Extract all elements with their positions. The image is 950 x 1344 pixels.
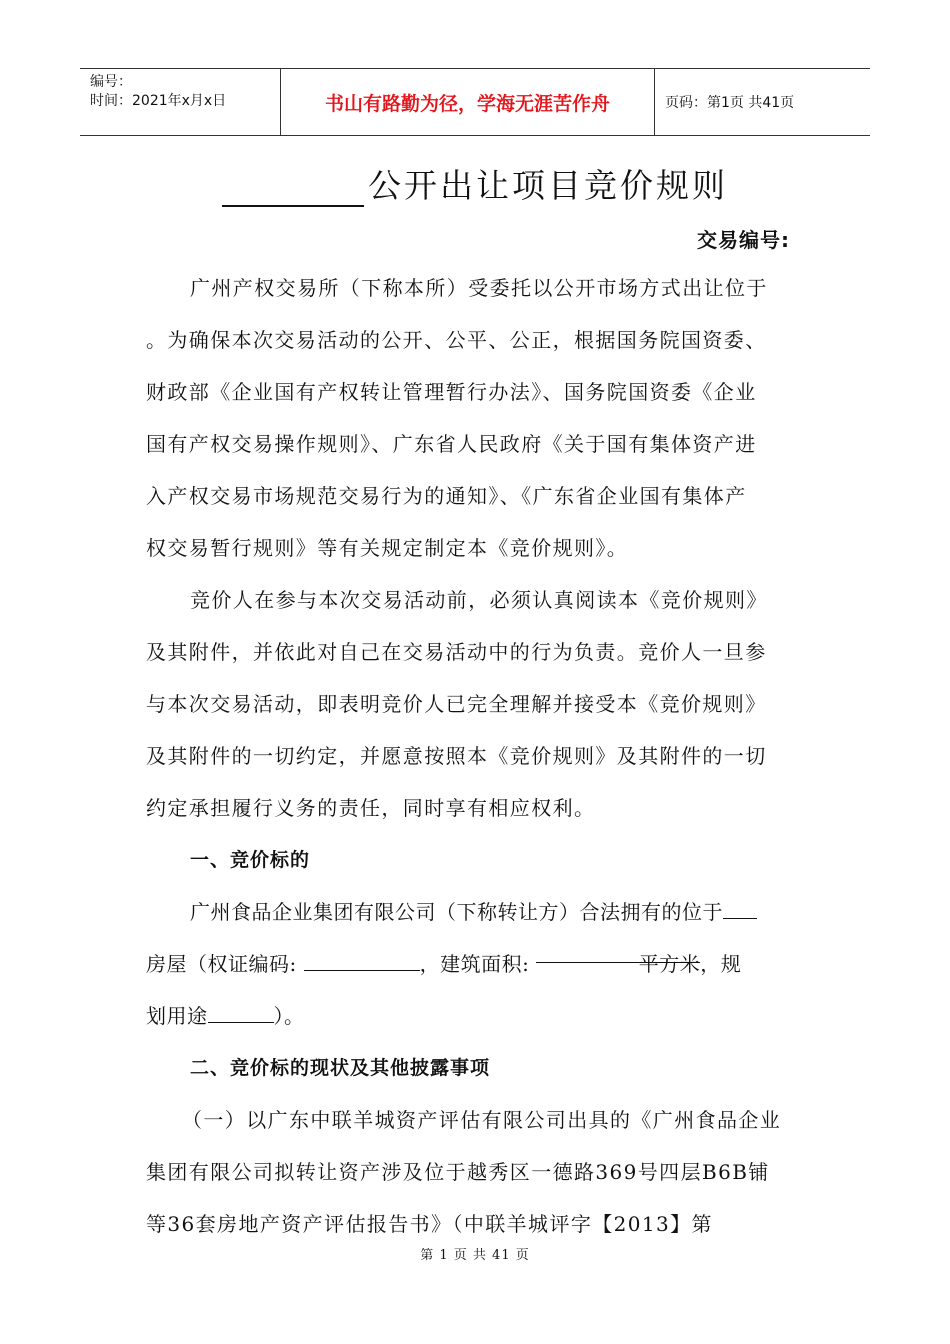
paragraph-line (146, 990, 812, 1042)
area-label: ，建筑面积: (419, 952, 537, 976)
paragraph-line: 及其附件的一切约定，并愿意按照本《竞价规则》及其附件的一切 (146, 744, 767, 768)
paragraph-line: 财政部《企业国有产权转让管理暂行办法》、国务院国资委《企业 (146, 380, 757, 404)
use-label: 划用途 (146, 1004, 208, 1028)
paragraph-line: 权交易暂行规则》等有关规定制定本《竞价规则》。 (146, 536, 629, 560)
paragraph-line (146, 938, 812, 990)
title-blank (222, 171, 364, 207)
paragraph-line: 国有产权交易操作规则》、广东省人民政府《关于国有集体资产进 (146, 432, 757, 456)
area-blank (536, 938, 701, 976)
paragraph-line: 集团有限公司拟转让资产涉及位于越秀区一德路369号四层B6B铺 (146, 1160, 770, 1184)
header-page-info: 页码：第1页 共41页 (665, 95, 795, 111)
page-title (0, 160, 950, 207)
paragraph-line: 广州产权交易所（下称本所）受委托以公开市场方式出让位于 (190, 276, 768, 300)
certificate-label: 房屋（权证编码: (146, 952, 304, 976)
paragraph-line: 竞价人在参与本次交易活动前，必须认真阅读本《竞价规则》 (190, 588, 768, 612)
use-suffix: ）。 (273, 1004, 305, 1028)
planning-prefix: ，规 (700, 952, 742, 976)
subject-text: 广州食品企业集团有限公司（下称转让方）合法拥有的位于 (190, 900, 723, 924)
page-footer: 第 1 页 共 41 页 (420, 1248, 530, 1263)
number-label: 编号： (90, 74, 132, 90)
paragraph-line: 。为确保本次交易活动的公开、公平、公正，根据国务院国资委、 (146, 328, 767, 352)
paragraph-line: 约定承担履行义务的责任，同时享有相应权利。 (146, 796, 596, 820)
area-unit: 平方米 (638, 952, 701, 976)
trade-number-label: 交易编号: (697, 228, 790, 252)
section-heading: 二、竞价标的现状及其他披露事项 (190, 1057, 491, 1079)
paragraph-line (146, 886, 812, 938)
document-body (146, 262, 812, 1250)
title-text: 公开出让项目竞价规则 (368, 166, 728, 205)
certificate-blank (304, 946, 420, 971)
header-motto: 书山有路勤为径，学海无涯苦作舟 (281, 69, 655, 135)
time-label: 时间：2021年x月x日 (90, 93, 227, 109)
document-header (80, 68, 870, 136)
paragraph-line: 与本次交易活动，即表明竞价人已完全理解并接受本《竞价规则》 (146, 692, 767, 716)
paragraph-line: 入产权交易市场规范交易行为的通知》、《广东省企业国有集体产 (146, 484, 747, 508)
paragraph-line: （一）以广东中联羊城资产评估有限公司出具的《广州食品企业 (182, 1108, 782, 1132)
paragraph-line: 等36套房地产资产评估报告书》（中联羊城评字【2013】第 (146, 1212, 713, 1236)
paragraph-line: 及其附件，并依此对自己在交易活动中的行为负责。竞价人一旦参 (146, 640, 767, 664)
header-meta (80, 69, 281, 135)
location-blank (723, 894, 757, 919)
section-heading: 一、竞价标的 (190, 849, 311, 871)
use-blank (208, 998, 274, 1023)
